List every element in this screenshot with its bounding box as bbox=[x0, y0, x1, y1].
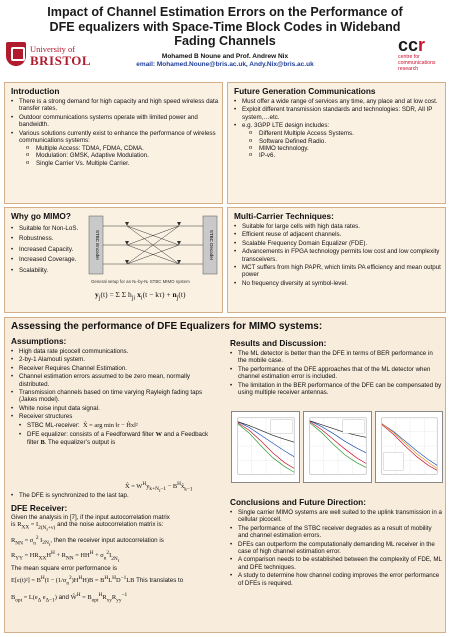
why-mimo-panel bbox=[4, 207, 223, 313]
email: email: Mohamed.Noune@bris.ac.uk, Andy.Nix@bris.ac.uk bbox=[136, 61, 314, 68]
introduction-title: Introduction bbox=[11, 86, 60, 96]
intro-subitem: o Single Carrier Vs. Multiple Carrier. bbox=[19, 160, 219, 167]
rxx-equation: $R_{XX} = I_{2(N_f+v)}$ bbox=[17, 521, 56, 532]
why-mimo-title: Why go MIMO? bbox=[11, 211, 71, 221]
stbc-encoder-label: STBC Encoder bbox=[95, 229, 100, 261]
result-item: • The limitation in the BER performance of the DFE can be compensated by using multiple receiver antennas. bbox=[230, 382, 442, 397]
receiver-dfe-label-b: and a Feedback filter bbox=[27, 430, 209, 446]
ccr-mark-a: cc bbox=[398, 35, 419, 55]
result-item: • The performance of the DFE approaches that of the ML detector when channel estimation error is included. bbox=[230, 366, 442, 381]
receiver-dfe-label-a: DFE equalizer: consists of a Feedforward filter bbox=[27, 430, 154, 438]
dfe-text-line-5: The mean square error performance is bbox=[11, 564, 117, 572]
intro-bullet: • Outdoor communications systems operate with limited power and bandwidth. bbox=[11, 114, 219, 129]
future-gen-list bbox=[234, 98, 442, 161]
bristol-crest-icon bbox=[6, 42, 26, 66]
title-line-2: DFE equalizers with Space-Time Block Codes in Wideband bbox=[49, 19, 401, 34]
diagram-caption: General setup for an Nₜ-by-Nᵣ STBC MIMO system bbox=[91, 279, 190, 284]
mimo-bullet: • Suitable for Non-LoS. bbox=[11, 225, 81, 232]
ccr-mark bbox=[398, 36, 446, 54]
ccr-mark-b: r bbox=[418, 35, 426, 55]
intro-sublist bbox=[19, 145, 219, 167]
assumption-item: • Receiver Requires Channel Estimation. bbox=[11, 365, 221, 372]
assumptions-title: Assumptions: bbox=[11, 336, 67, 346]
bopt-equation: $B_{opt} = L(e_\Delta$ $e_{\Delta-1}$) bbox=[11, 593, 57, 603]
ccr-line1: centre for bbox=[398, 54, 420, 60]
bristol-logo-line2: BRISTOL bbox=[30, 53, 92, 68]
conclusions-list bbox=[230, 509, 442, 588]
dfe-text-is: is bbox=[11, 521, 16, 529]
why-mimo-list bbox=[11, 225, 81, 275]
mse-equation: $E[\varepsilon(t)^2] = B^H(I - (1/\sigma_n^2)H^HH)B = B^HL^HD^{-1}LB$ bbox=[11, 575, 135, 587]
results-list bbox=[230, 350, 442, 397]
mimo-equation: $y_j(t) = \Sigma$ Σ $h_{ji}$ $x_i(t - k\tau) + n_j(t)$ bbox=[95, 290, 186, 302]
future-bullet: • Exploit different transmission standards and technologies: SDR, All IP system,…etc. bbox=[234, 106, 442, 121]
rnn-equation: $R_{NN} = \sigma_n^2$ $I_{2N_f}$ bbox=[11, 534, 51, 548]
assumption-item: • Channel estimation errors assumed to be zero mean, normally distributed. bbox=[11, 373, 221, 388]
conclusion-item: • A study to determine how channel coding improves the error performance of DFEs is required. bbox=[230, 572, 442, 587]
result-item: • The ML detector is better than the DFE in terms of BER performance in the mobile case. bbox=[230, 350, 442, 365]
mimo-system-diagram bbox=[87, 212, 219, 278]
bristol-logo bbox=[6, 42, 92, 70]
future-gen-panel bbox=[227, 82, 446, 204]
receiver-ml-label: STBC ML-receiver: bbox=[27, 421, 80, 429]
mct-bullet: • No frequency diversity at symbol-level. bbox=[234, 280, 442, 287]
future-subitem: o IP-v6. bbox=[242, 152, 442, 159]
future-gen-title: Future Generation Communications bbox=[234, 86, 376, 96]
conclusion-item: • DFEs can outperform the computationally demanding ML receiver in the case of high channel estimation error. bbox=[230, 541, 442, 556]
assumption-item: • 2-by-1 Alamouti system. bbox=[11, 356, 221, 363]
future-subitem: o Different Multiple Access Systems. bbox=[242, 130, 442, 137]
mct-bullet: • MCT suffers from high PAPR, which limits PA efficiency and mean output power bbox=[234, 264, 442, 279]
mct-bullet: • Efficient reuse of adjacent channels. bbox=[234, 231, 442, 238]
authors: Mohamed B Noune and Prof. Andrew Nix bbox=[161, 53, 289, 60]
wopt-equation: $Ŵ^H = B_{opt}^HR_{xy}R_{yy}^{-1}$ bbox=[70, 591, 128, 603]
mct-bullet: • Advancements in FPGA technology permits low cost and low complexity transceivers. bbox=[234, 248, 442, 263]
future-bullet: • Must offer a wide range of services any time, any place and at low cost. bbox=[234, 98, 442, 105]
dfe-text-and: and bbox=[58, 593, 69, 601]
future-sublist bbox=[242, 130, 442, 160]
ccr-logo bbox=[398, 36, 446, 78]
dfe-text-line-1: Given the analysis in [7], if the input autocorrelation matrix bbox=[11, 514, 170, 521]
assumption-item: • White noise input data signal. bbox=[11, 405, 221, 412]
mimo-bullet: • Increased Coverage. bbox=[11, 256, 81, 263]
equalizer-output-equation: X̂ = $W^Hy_{k+N_f-1}$ − $B^Hx̂_{k-1}$ bbox=[125, 481, 193, 494]
ccr-line3: research bbox=[398, 66, 419, 72]
dfe-text-line-2 bbox=[11, 521, 225, 533]
receiver-ml-item bbox=[19, 422, 221, 430]
ryy-equation: $R_{YY} = HR_{XX}H^H + R_{NN} = HH^H + \sigma_n^2I_{2N_f}$ bbox=[11, 550, 120, 563]
results-title: Results and Discussion: bbox=[230, 338, 327, 348]
dfe-text-line-3 bbox=[11, 534, 225, 549]
dfe-receiver-text bbox=[11, 514, 225, 604]
ccr-line2: communications bbox=[398, 60, 436, 66]
multi-carrier-panel bbox=[227, 207, 446, 313]
assumptions-list bbox=[11, 348, 221, 448]
assumption-item bbox=[11, 413, 221, 446]
stbc-decoder-label: STBC Decoder bbox=[209, 229, 214, 261]
intro-bullet-text: Various solutions currently exist to enhance the performance of wireless communications systems: bbox=[19, 129, 216, 145]
introduction-panel bbox=[4, 82, 223, 204]
mct-bullet: • Scalable Frequency Domain Equalizer (FDE). bbox=[234, 240, 442, 247]
intro-subitem: o Multiple Access: TDMA, FDMA, CDMA. bbox=[19, 145, 219, 152]
opt-row bbox=[11, 591, 225, 604]
mse-row bbox=[11, 574, 225, 587]
introduction-list bbox=[11, 98, 219, 168]
intro-bullet: • There is a strong demand for high capacity and high speed wireless data transfer rates. bbox=[11, 98, 219, 113]
multi-carrier-title: Multi-Carrier Techniques: bbox=[234, 211, 334, 221]
sync-list bbox=[11, 492, 221, 500]
assessing-panel bbox=[4, 317, 446, 633]
receiver-dfe-item: • DFE equalizer: consists of a Feedforward filter W and a Feedback filter B. The equalizer’s output is bbox=[19, 431, 221, 447]
mct-bullet: • Suitable for large cells with high data rates. bbox=[234, 223, 442, 230]
intro-bullet bbox=[11, 130, 219, 168]
future-subitem: o Software Defined Radio. bbox=[242, 138, 442, 145]
bristol-logo-line1: University of bbox=[30, 44, 76, 54]
receiver-sublist bbox=[19, 422, 221, 447]
ml-equation: X̂ = arg min ‖r − Ĥx‖² bbox=[81, 421, 138, 429]
title-line-1: Impact of Channel Estimation Errors on the Performance of bbox=[47, 5, 403, 19]
future-bullet-text: e.g. 3GPP LTE design includes: bbox=[242, 122, 330, 130]
multi-carrier-list bbox=[234, 223, 442, 288]
dfe-text-noise: and the noise autocorrelation matrix is: bbox=[57, 521, 164, 529]
conclusion-item: • The performance of the STBC receiver degrades as a result of mobility and channel estimation errors. bbox=[230, 525, 442, 540]
dfe-receiver-title: DFE Receiver: bbox=[11, 503, 68, 513]
future-subitem: o MIMO technology. bbox=[242, 145, 442, 152]
dfe-text-translates: This translates to bbox=[136, 577, 184, 585]
receiver-dfe-label-c: . The equalizer’s output is bbox=[44, 438, 116, 446]
ber-plot-2 bbox=[303, 411, 372, 483]
assumption-item: • Transmission channels based on time varying Rayleigh fading taps (Jakes model). bbox=[11, 389, 221, 404]
antenna-links bbox=[103, 226, 203, 264]
ber-plot-1 bbox=[231, 411, 300, 483]
dfe-text-then: , then the receiver input autocorrelation is bbox=[50, 536, 164, 544]
future-bullet bbox=[234, 122, 442, 160]
sync-bullet: • The DFE is synchronized to the last tap. bbox=[11, 492, 221, 499]
conclusion-item: • A comparison needs to be established between the complexity of FDE, ML and DFE techniques. bbox=[230, 556, 442, 571]
mimo-bullet: • Scalability. bbox=[11, 267, 81, 274]
assumption-text: Receiver structures bbox=[19, 413, 73, 421]
title-line-3: Fading Channels bbox=[174, 34, 276, 48]
assessing-title: Assessing the performance of DFE Equalizers for MIMO systems: bbox=[11, 321, 323, 332]
mimo-bullet: • Robustness. bbox=[11, 235, 81, 242]
conclusions-title: Conclusions and Future Direction: bbox=[230, 497, 366, 507]
intro-subitem: o Modulation: GMSK, Adaptive Modulation. bbox=[19, 152, 219, 159]
mimo-bullet: • Increased Capacity. bbox=[11, 246, 81, 253]
ber-plot-3 bbox=[375, 411, 443, 483]
assumption-item: • High data rate picocell communications. bbox=[11, 348, 221, 355]
conclusion-item: • Single carrier MIMO systems are well suited to the uplink transmission in a cellular picocell. bbox=[230, 509, 442, 524]
